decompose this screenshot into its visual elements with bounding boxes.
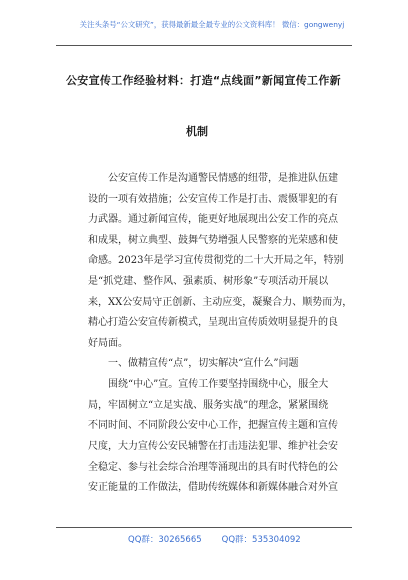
body-line: 命感。2023年是学习宣传贯彻党的二十大开局之年，特别 [88, 255, 344, 266]
body-line: 好局面。 [88, 338, 128, 349]
body-line: 公安宣传工作是沟通警民情感的纽带，是推进队伍建 [88, 173, 338, 184]
footer [128, 534, 301, 546]
body-line: 设的一项有效措施；公安宣传工作是打击、震慑罪犯的有 [88, 194, 338, 205]
header-divider [56, 45, 352, 46]
body-line: 安正能量的工作做法，借助传统媒体和新媒体融合对外宣 [88, 482, 338, 493]
footer-divider [56, 527, 352, 528]
body-line: 尺度，大力宣传公安民辅警在打击违法犯罪、维护社会安 [88, 441, 338, 452]
body-line: 局，牢固树立“立足实战、服务实战”的理念，紧紧围绕 [88, 400, 329, 411]
body-line: 是“抓党建、整作风、强素质、树形象”专项活动开展以 [88, 276, 329, 287]
footer-qq-group-2: QQ群：535304092 [221, 535, 301, 545]
document-title: 公安宣传工作经验材料：打造“点线面”新闻宣传工作新 [66, 74, 341, 87]
body-line: 围绕“中心”宣。宣传工作要坚持围绕中心，服全大 [88, 379, 329, 390]
body-line: 精心打造公安宣传新模式，呈现出宣传质效明显提升的良 [88, 317, 338, 328]
body-line: 不同时间、不同阶段公安中心工作，把握宣传主题和宣传 [88, 420, 338, 431]
body-line: 力武器。通过新闻宣传，能更好地展现出公安工作的亮点 [88, 214, 338, 225]
section-heading: 一、做精宣传“点”，切实解决“宣什么”问题 [88, 358, 299, 369]
body-line: 来，XX公安局守正创新、主动应变，凝聚合力、顺势而为， [88, 297, 353, 308]
header-note: 关注头条号“公文研究”，获得最新最全最专业的公文资料库！ 微信：gongwenyj [79, 20, 345, 29]
document-title-continuation: 机制 [186, 125, 208, 138]
body-line: 全稳定、参与社会综合治理等涌现出的具有时代特色的公 [88, 462, 338, 473]
footer-qq-group-1: QQ群：30265665 [128, 535, 202, 545]
body-line: 和成果，树立典型、鼓舞气势增强人民警察的光荣感和使 [88, 235, 338, 246]
